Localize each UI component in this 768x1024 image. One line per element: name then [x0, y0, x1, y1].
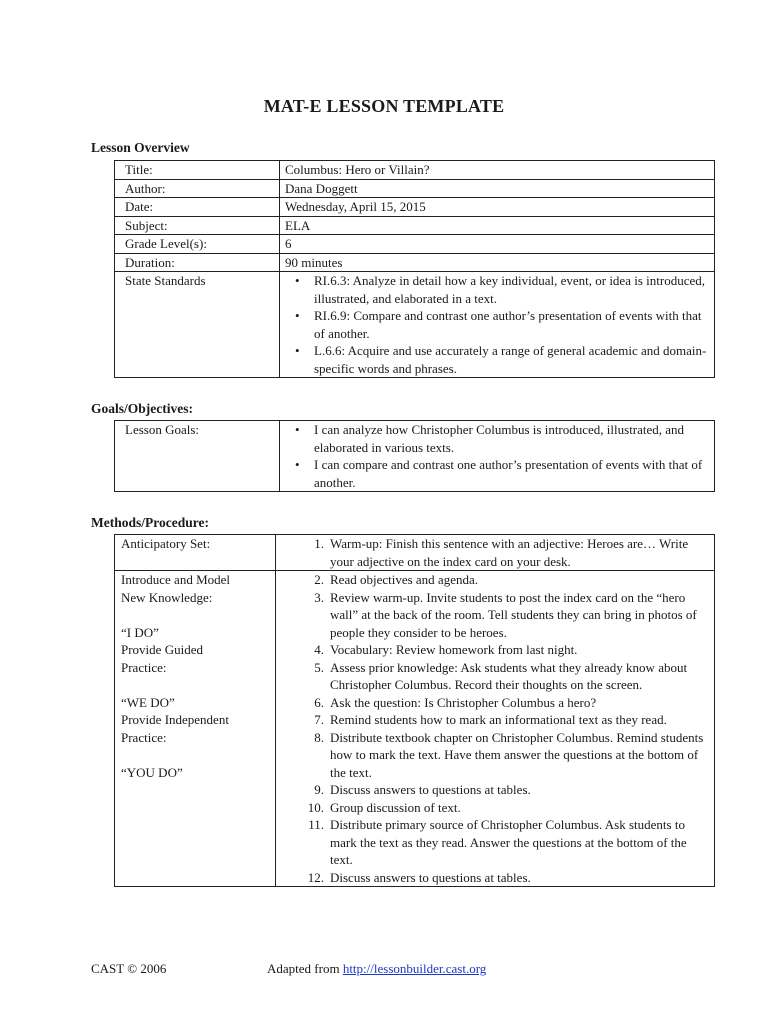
step-item [288, 781, 708, 799]
step-item [288, 869, 708, 887]
step-number: 12. [307, 869, 324, 885]
standard-item: • L.6.6: Acquire and use accurately a range of general academic and domain-specific words and phrases. [314, 342, 708, 377]
step-number: 11. [308, 817, 324, 832]
phase-label: New Knowledge: [121, 589, 213, 605]
step-text: Ask the question: Is Christopher Columbus a hero? [330, 694, 597, 710]
procedure-row [115, 571, 715, 887]
goals-label: Lesson Goals: [115, 421, 280, 492]
footer-adapted-prefix: Adapted from [267, 961, 343, 976]
step-item [288, 694, 708, 712]
overview-row-duration [115, 253, 715, 272]
step-text: Remind students how to mark an informational text as they read. [330, 712, 667, 727]
step-number: 6. [314, 694, 324, 710]
step-text: Distribute textbook chapter on Christopher Columbus. Remind students how to mark the text. Have them answer the questions at the bottom of the text. [330, 729, 704, 780]
step-number: 8. [314, 729, 324, 745]
standards-label: State Standards [115, 272, 280, 378]
overview-label: Author: [115, 179, 280, 198]
phase-label-we-do: “WE DO” [121, 694, 175, 710]
step-text: Assess prior knowledge: Ask students what they already know about Christopher Columbus. Record their thoughts on the screen. [330, 659, 688, 692]
overview-value: ELA [280, 216, 715, 235]
step-text: Read objectives and agenda. [330, 572, 478, 587]
overview-row-title [115, 161, 715, 180]
goal-item: • I can analyze how Christopher Columbus is introduced, illustrated, and elaborated in various texts. [314, 421, 708, 456]
phase-labels [115, 571, 276, 887]
methods-heading: Methods/Procedure: [91, 515, 209, 530]
lesson-overview-heading: Lesson Overview [91, 140, 190, 155]
overview-value: Wednesday, April 15, 2015 [280, 198, 715, 217]
step-number: 5. [314, 659, 324, 675]
step-text: Distribute primary source of Christopher Columbus. Ask students to mark the text as they read. Answer the questions at the bottom of the text. [330, 817, 687, 867]
overview-value: 6 [280, 235, 715, 254]
goals-table [114, 420, 715, 492]
step-item [288, 589, 708, 642]
phase-label: Provide Guided [121, 642, 203, 657]
step-number: 3. [314, 589, 324, 605]
standard-item: • RI.6.9: Compare and contrast one author’s presentation of events with that of another. [314, 307, 708, 342]
step-text: Review warm-up. Invite students to post the index card on the “hero wall” at the back of the room. Tell students they can bring in photos of people they consider to be heroes. [330, 589, 697, 640]
step-item [288, 535, 708, 570]
standards-list [285, 272, 708, 377]
goals-heading: Goals/Objectives: [91, 401, 193, 416]
step-item [288, 729, 708, 782]
overview-row-author [115, 179, 715, 198]
overview-value: Columbus: Hero or Villain? [280, 161, 715, 180]
goals-row [115, 421, 715, 492]
step-text: Vocabulary: Review homework from last night. [330, 642, 578, 657]
overview-label: Subject: [115, 216, 280, 235]
phase-label-i-do: “I DO” [121, 624, 159, 640]
standard-item: • RI.6.3: Analyze in detail how a key individual, event, or idea is introduced, illustrated, and elaborated in a text. [314, 272, 708, 307]
anticipatory-label: Anticipatory Set: [115, 535, 276, 571]
overview-value: 90 minutes [280, 253, 715, 272]
procedure-steps [288, 571, 708, 886]
methods-table [114, 534, 715, 887]
overview-row-subject [115, 216, 715, 235]
phase-label-you-do: “YOU DO” [121, 764, 183, 780]
footer-adapted [267, 961, 486, 977]
step-item [288, 659, 708, 694]
lesson-overview-table [114, 160, 715, 378]
overview-row-date [115, 198, 715, 217]
footer-copyright: CAST © 2006 [91, 961, 167, 976]
phase-label: Practice: [121, 729, 167, 745]
phase-label: Provide Independent [121, 712, 229, 727]
step-item [288, 816, 708, 869]
step-text: Discuss answers to questions at tables. [330, 869, 531, 885]
step-number: 7. [314, 712, 324, 727]
step-number: 1. [314, 536, 324, 551]
step-text: Warm-up: Finish this sentence with an adjective: Heroes are… Write your adjective on the index card on your desk. [330, 536, 689, 569]
anticipatory-steps [288, 535, 708, 570]
document-title: MAT-E LESSON TEMPLATE [263, 96, 505, 116]
overview-label: Date: [115, 198, 280, 217]
overview-row-grade [115, 235, 715, 254]
step-item [288, 711, 708, 729]
step-number: 10. [307, 799, 324, 815]
step-item [288, 799, 708, 817]
step-item [288, 571, 708, 589]
goal-item: • I can compare and contrast one author’s presentation of events with that of another. [314, 456, 708, 491]
lessonbuilder-link[interactable]: http://lessonbuilder.cast.org [342, 961, 487, 976]
overview-value: Dana Doggett [280, 179, 715, 198]
step-text: Group discussion of text. [330, 799, 461, 815]
step-item [288, 641, 708, 659]
phase-label: Introduce and Model [121, 572, 231, 587]
step-number: 4. [314, 642, 324, 657]
overview-row-standards [115, 272, 715, 378]
step-number: 2. [314, 572, 324, 587]
step-text: Discuss answers to questions at tables. [330, 782, 531, 797]
overview-label: Title: [115, 161, 280, 180]
overview-label: Grade Level(s): [115, 235, 280, 254]
goals-list [285, 421, 708, 491]
overview-label: Duration: [115, 253, 280, 272]
anticipatory-row [115, 535, 715, 571]
step-number: 9. [314, 782, 324, 797]
phase-label: Practice: [121, 659, 167, 675]
